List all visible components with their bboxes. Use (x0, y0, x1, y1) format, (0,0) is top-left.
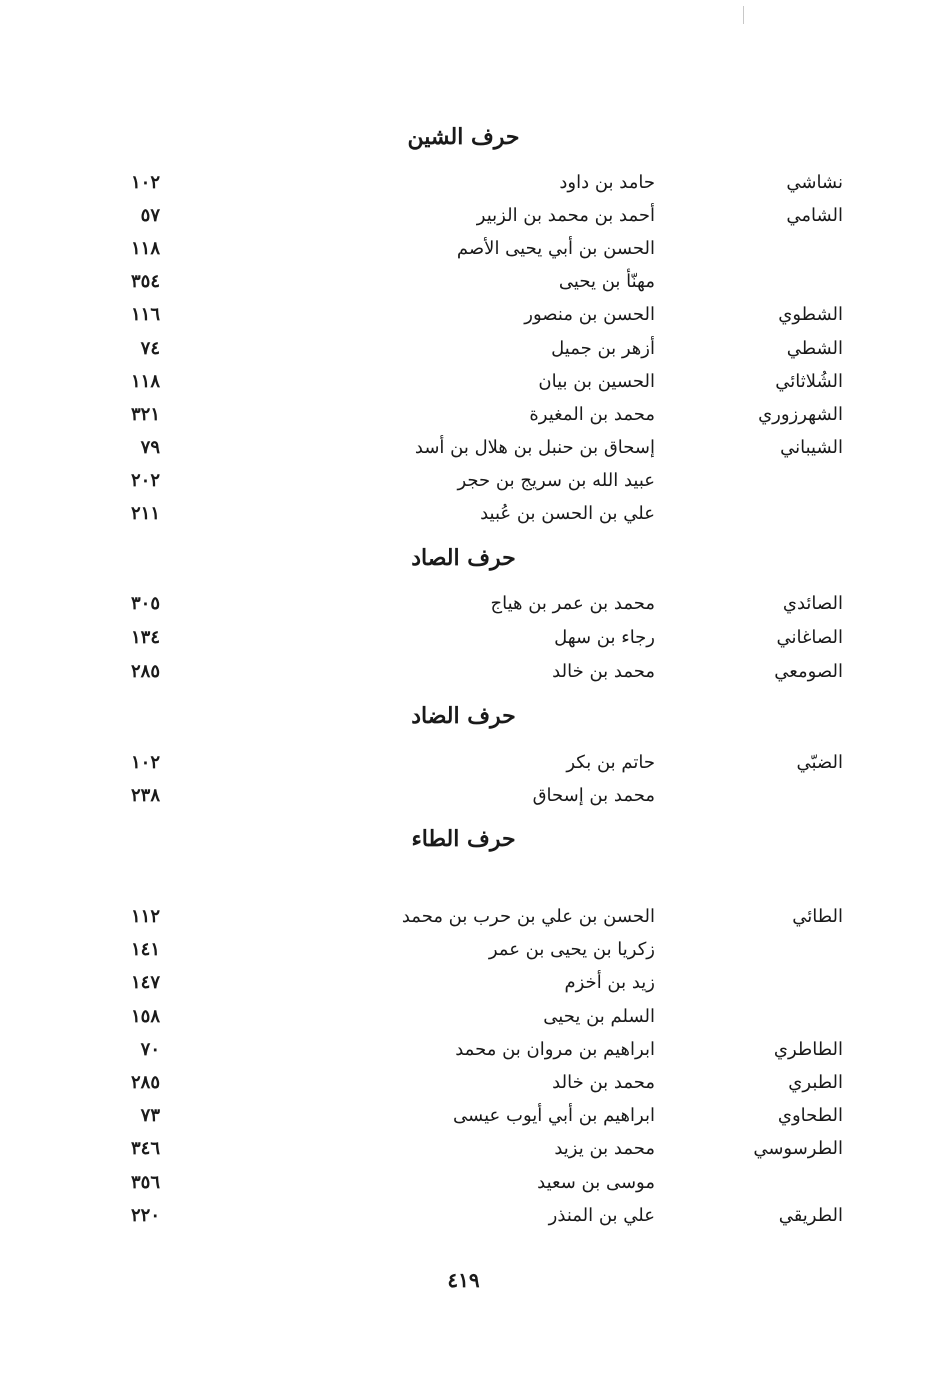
section-heading-dad: حرف الضاد (411, 703, 516, 729)
entry-page-number: ٢١١ (130, 503, 160, 524)
entry-page-number: ٧٠ (140, 1039, 160, 1060)
index-entry (0, 404, 927, 436)
entry-page-number: ٣٢١ (130, 404, 160, 425)
entry-name: حامد بن داود (559, 172, 655, 193)
entry-name: الحسين بن بيان (538, 371, 655, 392)
index-entry (0, 271, 927, 303)
entry-page-number: ٣٠٥ (130, 593, 160, 614)
entry-name: الحسن بن منصور (524, 304, 655, 325)
index-entry (0, 1138, 927, 1170)
index-entry (0, 338, 927, 370)
entry-nisba: الشامي (786, 205, 843, 226)
entry-name: أزهر بن جميل (551, 338, 655, 359)
entry-nisba: الطاطري (773, 1039, 843, 1060)
section-heading-sad: حرف الصاد (411, 545, 516, 571)
entry-name: محمد بن إسحاق (532, 785, 655, 806)
entry-name: محمد بن يزيد (554, 1138, 655, 1159)
entry-nisba: الشيباني (780, 437, 843, 458)
index-entry (0, 972, 927, 1004)
entry-nisba: الطحاوي (777, 1105, 843, 1126)
scan-mark (743, 6, 744, 24)
index-entry (0, 939, 927, 971)
entry-name: عبيد الله بن سريج بن حجر (457, 470, 655, 491)
entry-nisba: الصومعي (774, 661, 843, 682)
entry-nisba: الشطوي (778, 304, 843, 325)
entry-name: السلم بن يحيى (543, 1006, 655, 1027)
entry-name: مهنّأ بن يحيى (558, 271, 655, 292)
index-entry (0, 304, 927, 336)
entry-name: زيد بن أخزم (564, 972, 655, 993)
section-heading-shin: حرف الشين (407, 124, 520, 150)
index-entry (0, 752, 927, 784)
entry-name: زكريا بن يحيى بن عمر (488, 939, 655, 960)
entry-page-number: ٢٢٠ (130, 1205, 160, 1226)
entry-name: علي بن المنذر (548, 1205, 655, 1226)
entry-name: موسى بن سعيد (537, 1172, 655, 1193)
index-entry (0, 627, 927, 659)
index-entry (0, 906, 927, 938)
entry-page-number: ١٤٧ (130, 972, 160, 993)
entry-page-number: ٧٣ (140, 1105, 160, 1126)
index-entry (0, 1172, 927, 1204)
entry-page-number: ٢٣٨ (130, 785, 160, 806)
entry-name: ابراهيم بن أبي أيوب عيسى (453, 1105, 655, 1126)
entry-page-number: ١٥٨ (130, 1006, 160, 1027)
entry-nisba: الضبّي (796, 752, 843, 773)
entry-nisba: الطريقي (778, 1205, 843, 1226)
entry-name: الحسن بن علي بن حرب بن محمد (401, 906, 655, 927)
entry-name: إسحاق بن حنبل بن هلال بن أسد (414, 437, 655, 458)
index-entry (0, 785, 927, 817)
entry-page-number: ٥٧ (140, 205, 160, 226)
entry-page-number: ٢٠٢ (130, 470, 160, 491)
index-entry (0, 371, 927, 403)
section-heading-ta: حرف الطاء (411, 826, 516, 852)
entry-page-number: ٣٤٦ (130, 1138, 160, 1159)
entry-page-number: ٣٥٦ (130, 1172, 160, 1193)
index-entry (0, 205, 927, 237)
entry-nisba: الطائي (792, 906, 843, 927)
index-entry (0, 172, 927, 204)
entry-page-number: ١٣٤ (130, 627, 160, 648)
entry-name: الحسن بن أبي يحيى الأصم (456, 238, 655, 259)
index-entry (0, 593, 927, 625)
entry-nisba: نشاشي (786, 172, 843, 193)
entry-page-number: ٢٨٥ (130, 661, 160, 682)
entry-page-number: ١٠٢ (130, 752, 160, 773)
entry-name: علي بن الحسن بن عُبيد (480, 503, 655, 524)
index-entry (0, 1039, 927, 1071)
entry-name: محمد بن خالد (552, 1072, 655, 1093)
index-entry (0, 470, 927, 502)
entry-page-number: ١١٨ (130, 371, 160, 392)
entry-nisba: الصاغاني (776, 627, 843, 648)
index-entry (0, 661, 927, 693)
index-entry (0, 1205, 927, 1237)
entry-page-number: ١١٦ (130, 304, 160, 325)
entry-page-number: ٢٨٥ (130, 1072, 160, 1093)
index-entry (0, 1105, 927, 1137)
entry-nisba: الشُلاثائي (775, 371, 843, 392)
entry-name: محمد بن المغيرة (529, 404, 655, 425)
entry-name: محمد بن خالد (552, 661, 655, 682)
entry-page-number: ٧٩ (140, 437, 160, 458)
entry-name: أحمد بن محمد بن الزبير (476, 205, 655, 226)
entry-nisba: الصائدي (782, 593, 843, 614)
index-entry (0, 1072, 927, 1104)
entry-name: رجاء بن سهل (554, 627, 655, 648)
entry-page-number: ٣٥٤ (130, 271, 160, 292)
entry-nisba: الطبري (788, 1072, 843, 1093)
entry-nisba: الشطي (786, 338, 843, 359)
entry-name: ابراهيم بن مروان بن محمد (455, 1039, 655, 1060)
index-entry (0, 1006, 927, 1038)
entry-page-number: ١٠٢ (130, 172, 160, 193)
entry-name: محمد بن عمر بن هياج (490, 593, 655, 614)
entry-page-number: ١١٢ (130, 906, 160, 927)
entry-name: حاتم بن بكر (566, 752, 655, 773)
entry-page-number: ١١٨ (130, 238, 160, 259)
entry-nisba: الشهرزوري (758, 404, 843, 425)
index-entry (0, 238, 927, 270)
entry-page-number: ١٤١ (130, 939, 160, 960)
entry-page-number: ٧٤ (140, 338, 160, 359)
entry-nisba: الطرسوسي (753, 1138, 843, 1159)
index-entry (0, 503, 927, 535)
page-number: ٤١٩ (447, 1268, 480, 1292)
index-entry (0, 437, 927, 469)
